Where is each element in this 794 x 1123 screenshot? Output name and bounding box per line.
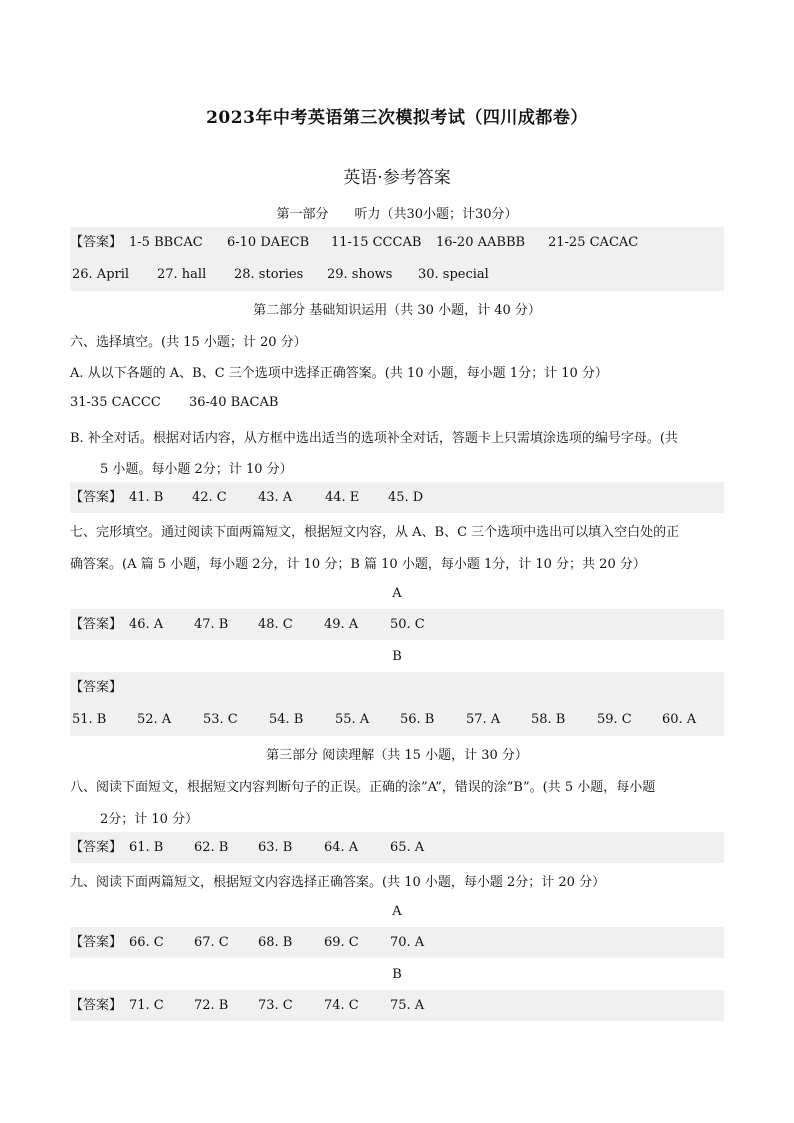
section8-answers: [70, 832, 724, 863]
section6-title: 六、选择填空。(共 15 小题；计 20 分）: [70, 335, 307, 350]
answer-item: 31-35 CACCC: [70, 395, 161, 410]
answer-item: 43. A: [258, 490, 293, 505]
answer-item: 72. B: [194, 998, 229, 1013]
part1-heading: 第一部分 听力（共30小题；计30分）: [276, 207, 518, 222]
answer-item: 29. shows: [327, 267, 393, 282]
answer-item: 49. A: [324, 617, 359, 632]
answer-item: 66. C: [129, 935, 164, 950]
document-title: 2023年中考英语第三次模拟考试（四川成都卷）: [206, 108, 588, 128]
answer-item: 55. A: [335, 712, 370, 727]
answer-item: 16-20 AABBB: [436, 235, 526, 250]
answer-item: 44. E: [325, 490, 360, 505]
part1-answer-row1: [70, 227, 724, 258]
answer-item: 48. C: [258, 617, 293, 632]
answer-item: 61. B: [129, 840, 164, 855]
answer-label: 【答案】: [70, 935, 123, 950]
answer-item: 11-15 CCCAB: [331, 235, 422, 250]
section6-a-answers: [70, 387, 724, 418]
answer-item: 65. A: [390, 840, 425, 855]
section9-a-answers: [70, 927, 724, 958]
section6-b-answers: [70, 482, 724, 513]
part3-heading: 第三部分 阅读理解（共 15 小题，计 30 分）: [266, 748, 528, 763]
answer-item: 28. stories: [234, 267, 304, 282]
answer-item: 27. hall: [157, 267, 207, 282]
section7-a-answers: [70, 609, 724, 640]
section6-b-instruction: B. 补全对话。根据对话内容，从方框中选出适当的选项补全对话，答题卡上只需填涂选项的编号字母。(共: [70, 431, 678, 446]
answer-item: 42. C: [192, 490, 227, 505]
answer-item: 52. A: [137, 712, 172, 727]
answer-item: 54. B: [269, 712, 304, 727]
answer-item: 57. A: [466, 712, 501, 727]
answer-item: 1-5 BBCAC: [129, 235, 203, 250]
section9-b-answers: [70, 990, 724, 1021]
section8-instruction: 八、阅读下面短文，根据短文内容判断句子的正误。正确的涂”A”，错误的涂”B”。(共 5 小题，每小题: [70, 780, 656, 795]
section7-instruction-cont: 确答案。(A 篇 5 小题，每小题 2分，计 10 分；B 篇 10 小题，每小题 1分，计 10 分；共 20 分）: [70, 557, 646, 572]
answer-item: 50. C: [390, 617, 425, 632]
answer-item: 47. B: [194, 617, 229, 632]
answer-item: 68. B: [258, 935, 293, 950]
section6-a-instruction: A. 从以下各题的 A、B、C 三个选项中选择正确答案。(共 10 小题，每小题 1分；计 10 分）: [70, 366, 608, 381]
section9-label-b: B: [392, 967, 402, 982]
section7-b-label-row: [70, 672, 724, 703]
answer-item: 6-10 DAECB: [227, 235, 310, 250]
answer-item: 70. A: [390, 935, 425, 950]
answer-label: 【答案】: [70, 235, 123, 250]
answer-item: 46. A: [129, 617, 164, 632]
answer-label: 【答案】: [70, 840, 123, 855]
answer-item: 45. D: [388, 490, 424, 505]
section9-label-a: A: [392, 904, 402, 919]
section8-instruction-cont: 2分；计 10 分）: [100, 812, 199, 827]
answer-item: 56. B: [400, 712, 435, 727]
answer-item: 41. B: [129, 490, 164, 505]
answer-label: 【答案】: [70, 490, 123, 505]
answer-item: 51. B: [72, 712, 107, 727]
answer-item: 71. C: [129, 998, 164, 1013]
answer-item: 26. April: [72, 267, 130, 282]
answer-item: 21-25 CACAC: [548, 235, 639, 250]
answer-item: 30. special: [418, 267, 489, 282]
section7-label-a: A: [392, 586, 402, 601]
answer-item: 69. C: [324, 935, 359, 950]
answer-item: 73. C: [258, 998, 293, 1013]
part1-answer-row2: [70, 259, 724, 290]
answer-item: 74. C: [324, 998, 359, 1013]
section6-b-instruction-cont: 5 小题。每小题 2分；计 10 分）: [100, 462, 293, 477]
answer-item: 59. C: [597, 712, 632, 727]
section7-instruction: 七、完形填空。通过阅读下面两篇短文，根据短文内容，从 A、B、C 三个选项中选出可以填入空白处的正: [70, 525, 680, 540]
answer-item: 58. B: [531, 712, 566, 727]
answer-label: 【答案】: [70, 680, 123, 695]
part2-heading: 第二部分 基础知识运用（共 30 小题，计 40 分）: [253, 303, 541, 318]
answer-item: 63. B: [258, 840, 293, 855]
answer-item: 75. A: [390, 998, 425, 1013]
answer-item: 62. B: [194, 840, 229, 855]
answer-label: 【答案】: [70, 998, 123, 1013]
section7-b-answers: [70, 704, 724, 735]
answer-item: 36-40 BACAB: [189, 395, 279, 410]
answer-item: 67. C: [194, 935, 229, 950]
section7-label-b: B: [392, 649, 402, 664]
document-subtitle: 英语·参考答案: [343, 168, 451, 188]
answer-item: 60. A: [662, 712, 697, 727]
section9-instruction: 九、阅读下面两篇短文，根据短文内容选择正确答案。(共 10 小题，每小题 2分；计 20 分）: [70, 875, 606, 890]
answer-item: 53. C: [203, 712, 238, 727]
answer-label: 【答案】: [70, 617, 123, 632]
answer-item: 64. A: [324, 840, 359, 855]
